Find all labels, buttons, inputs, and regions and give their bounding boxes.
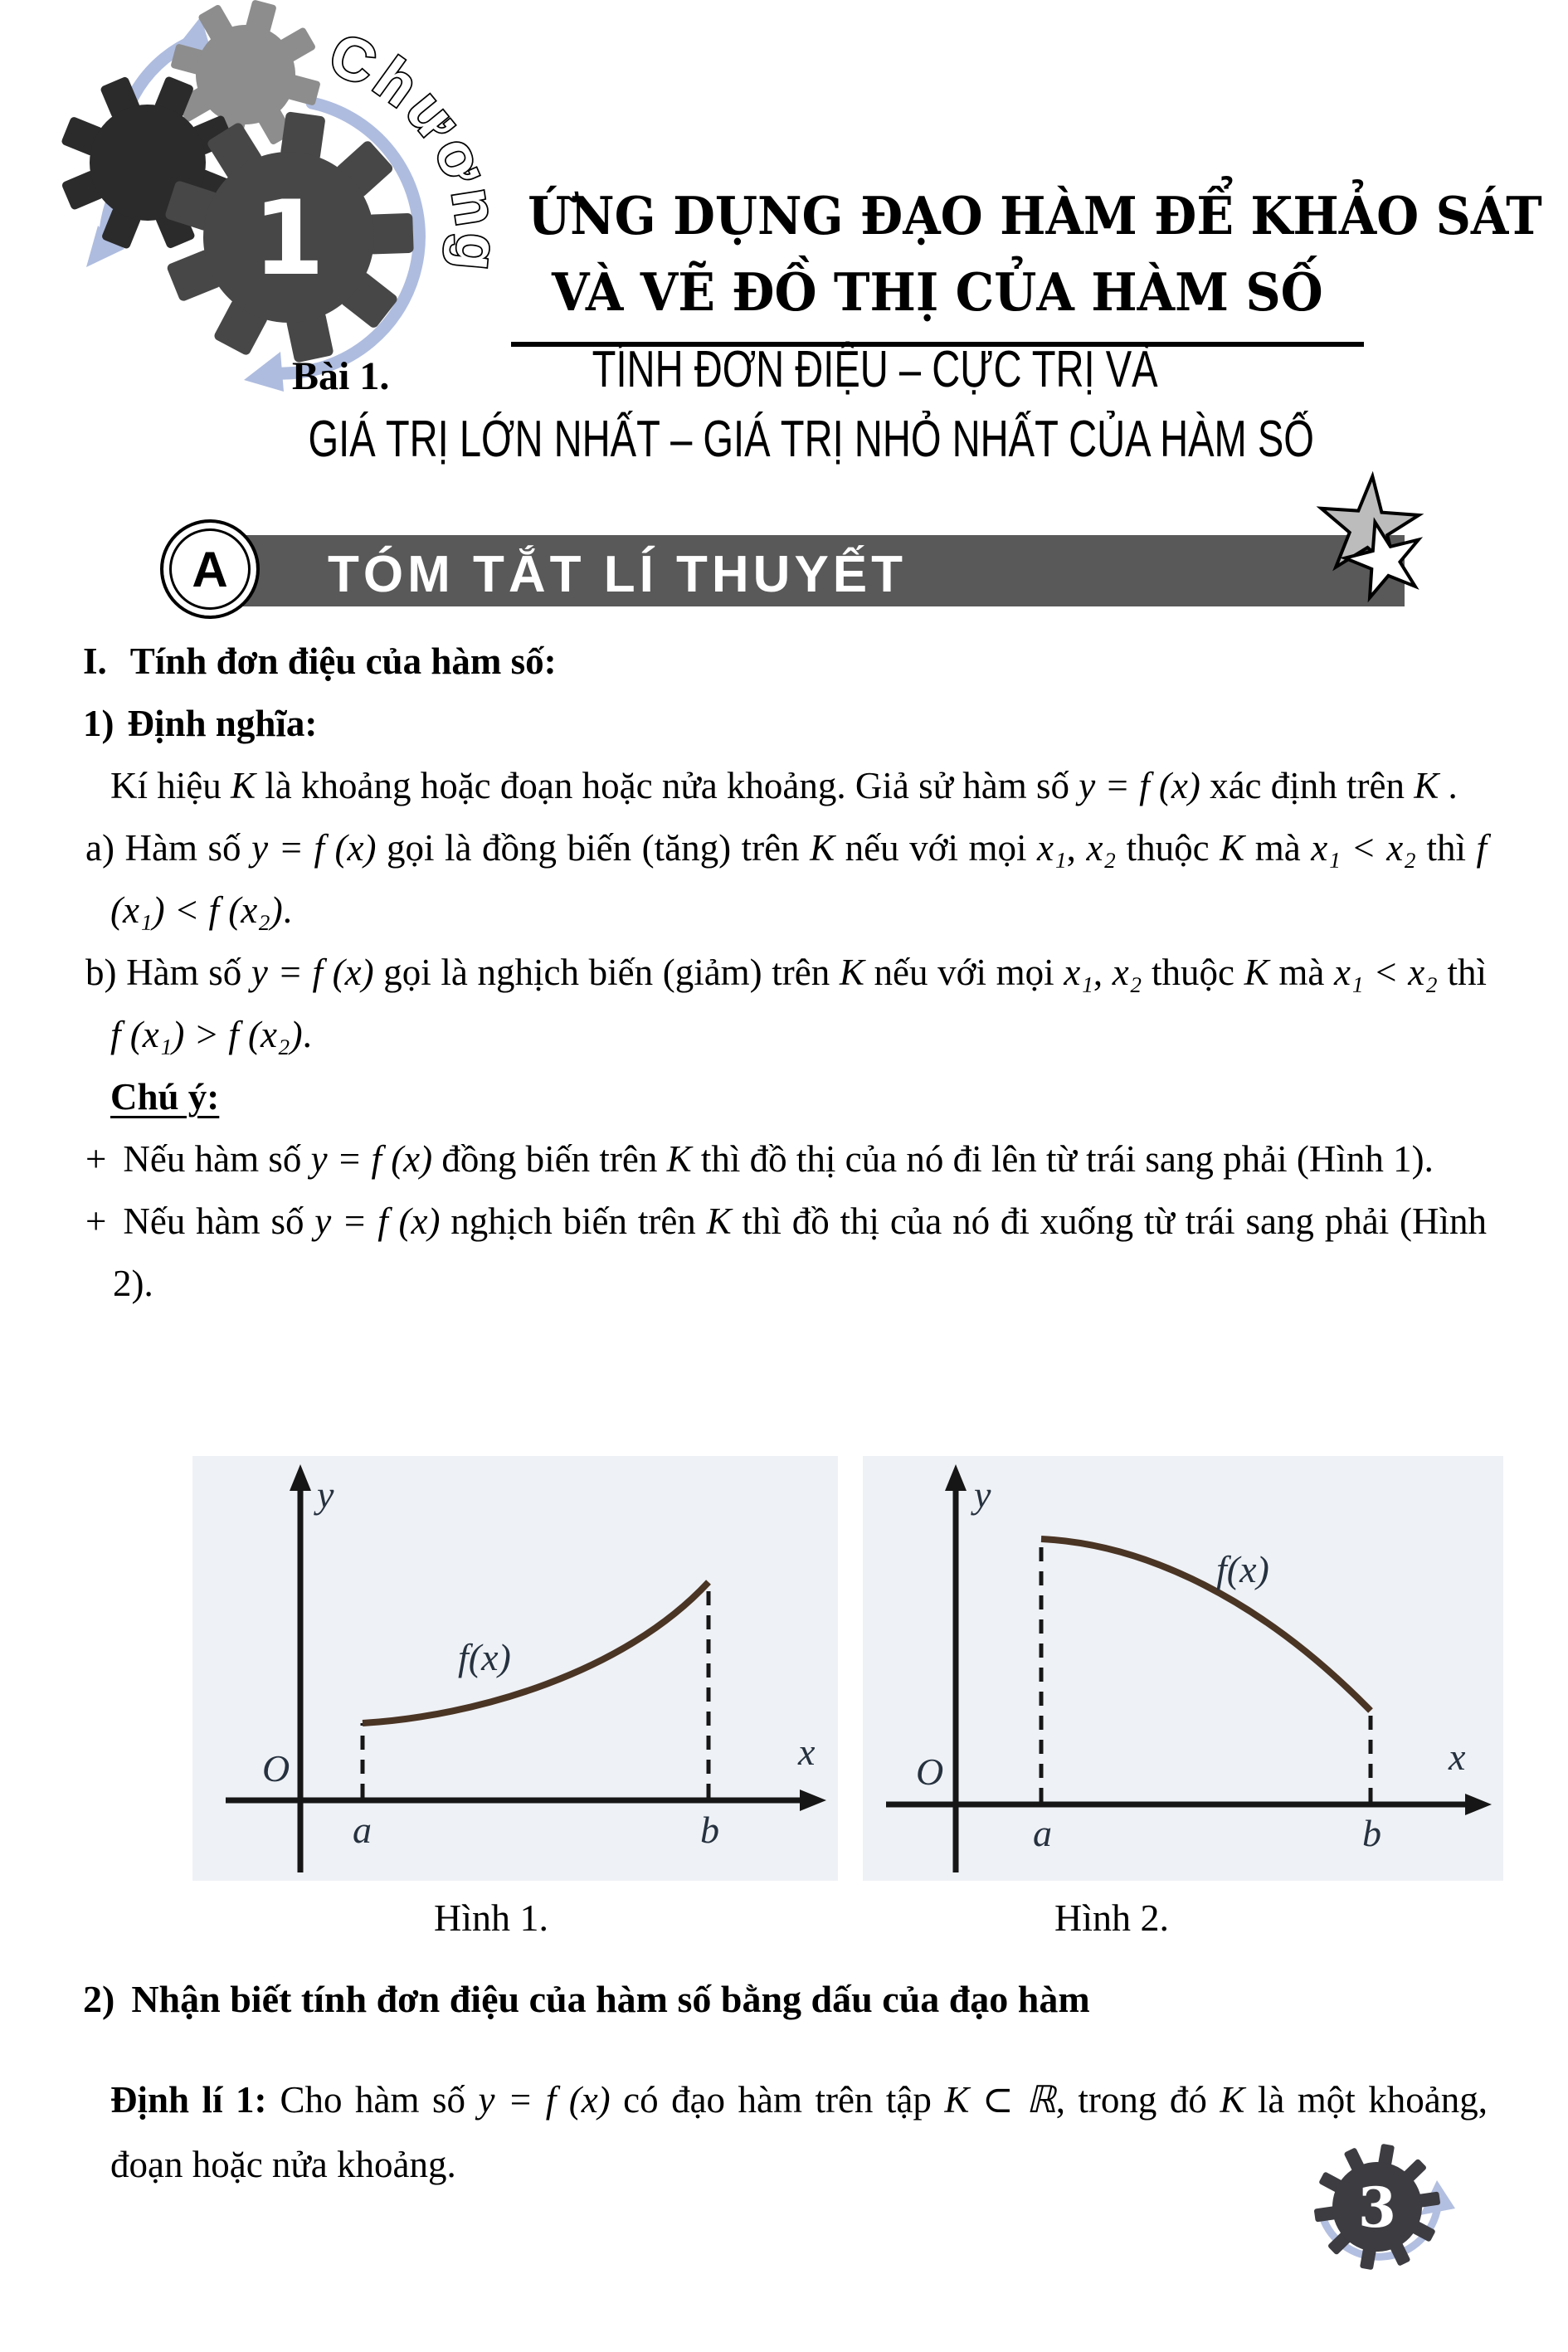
x-axis-label: x: [1449, 1736, 1466, 1778]
figure-decreasing-graph: [863, 1456, 1503, 1881]
figure-background: [863, 1456, 1503, 1881]
chapter-number: 1: [252, 179, 325, 299]
section-a-banner: [236, 535, 1405, 606]
point-a-label: a: [353, 1809, 372, 1851]
note-label: Chú ý:: [110, 1076, 220, 1118]
chapter-word: Chương: [320, 21, 511, 278]
figure-background: [192, 1456, 838, 1881]
chapter-title-line2: VÀ VẼ ĐỒ THỊ CỦA HÀM SỐ: [552, 261, 1323, 323]
paragraph-notation: Kí hiệu K là khoảng hoặc đoạn hoặc nửa khoảng. Giả sử hàm số y = f (x) xác định trên K .: [110, 765, 1458, 806]
x-axis-label: x: [798, 1731, 816, 1773]
theory-content: [83, 631, 1487, 1315]
heading-monotonicity: I. Tính đơn điệu của hàm số:: [83, 640, 557, 682]
chapter-title-line1: ỨNG DỤNG ĐẠO HÀM ĐỂ KHẢO SÁT: [528, 185, 1542, 246]
figure-2-caption: Hình 2.: [1054, 1897, 1169, 1939]
point-b-label: b: [700, 1809, 719, 1851]
lesson-title-line1: TÍNH ĐƠN ĐIỆU – CỰC TRỊ VÀ: [592, 341, 1158, 398]
curve-label: f(x): [458, 1636, 511, 1678]
lesson-label: Bài 1.: [292, 354, 390, 398]
section-a-letter: A: [192, 541, 228, 597]
section-a-badge: [160, 519, 260, 619]
figure-1-caption: Hình 1.: [434, 1897, 548, 1939]
origin-label: O: [262, 1747, 290, 1790]
page-number: 3: [1358, 2175, 1396, 2240]
point-b-label: b: [1362, 1812, 1381, 1854]
curve-label: f(x): [1216, 1548, 1269, 1590]
lesson-title-line2: GIÁ TRỊ LỚN NHẤT – GIÁ TRỊ NHỎ NHẤT CỦA HÀM SỐ: [308, 411, 1314, 468]
paragraph-increasing: a) Hàm số y = f (x) gọi là đồng biến (tăng) trên K nếu với mọi x₁, x₂ thuộc K mà x₁ < x₂ thì f (x₁) < f (x₂).: [85, 827, 1488, 931]
heading-derivative-sign: 2) Nhận biết tính đơn điệu của hàm số bằng dấu của đạo hàm: [83, 1978, 1090, 2020]
y-axis-label: y: [974, 1473, 991, 1516]
theorem-1-text: Định lí 1: Cho hàm số y = f (x) có đạo hàm trên tập K ⊂ ℝ, trong đó K là một khoảng, đoạn hoặc nửa khoảng.: [110, 2079, 1488, 2185]
section-a-title: TÓM TẮT LÍ THUYẾT: [328, 546, 908, 603]
point-a-label: a: [1033, 1812, 1052, 1854]
banner-stars: [1298, 475, 1473, 616]
chapter-title: [489, 178, 1542, 347]
y-axis-label: y: [317, 1473, 334, 1516]
heading-definition: 1) Định nghĩa:: [83, 703, 318, 744]
note-bullet-2: + Nếu hàm số y = f (x) nghịch biến trên K thì đồ thị của nó đi xuống từ trái sang phải (Hình 2).: [85, 1200, 1487, 1304]
page-number-gear: [1304, 2137, 1462, 2311]
origin-label: O: [916, 1751, 944, 1793]
figure-increasing-graph: [192, 1456, 838, 1881]
theorem-1: [110, 2030, 1488, 2234]
note-bullet-1: + Nếu hàm số y = f (x) đồng biến trên K thì đồ thị của nó đi lên từ trái sang phải (Hình 1).: [85, 1138, 1434, 1180]
chapter-logo: [23, 5, 511, 378]
paragraph-decreasing: b) Hàm số y = f (x) gọi là nghịch biến (giảm) trên K nếu với mọi x₁, x₂ thuộc K mà x₁ < x₂ thì f (x₁) > f (x₂).: [85, 952, 1487, 1055]
